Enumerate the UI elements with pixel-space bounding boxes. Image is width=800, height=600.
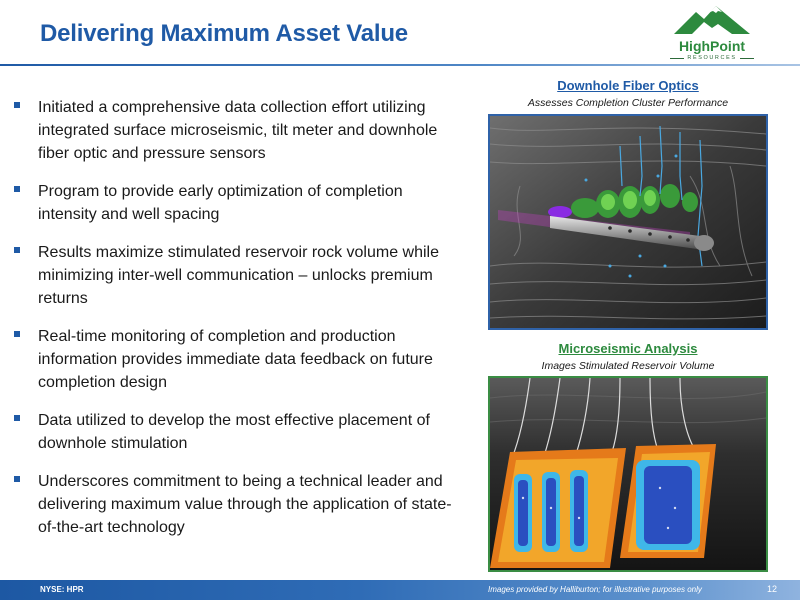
- bullet-text: Results maximize stimulated reservoir rock volume while minimizing inter-well communication – unlocks premium returns: [38, 244, 440, 307]
- bullet-square-icon: [14, 102, 20, 108]
- mountain-icon: [674, 6, 750, 34]
- fiber-optics-image: [488, 114, 768, 330]
- bullet-text: Data utilized to develop the most effective placement of downhole stimulation: [38, 412, 430, 452]
- bullet-item: [14, 96, 464, 165]
- image-credit: Images provided by Halliburton; for illustrative purposes only: [488, 585, 702, 594]
- bullet-item: [14, 409, 464, 455]
- bullet-text: Program to provide early optimization of completion intensity and well spacing: [38, 183, 403, 223]
- bullet-item: [14, 470, 464, 539]
- logo-rule-right: [740, 58, 754, 59]
- ticker-symbol: NYSE: HPR: [40, 585, 84, 594]
- bullet-text: Real-time monitoring of completion and production information provides immediate data feedback on future completion design: [38, 328, 433, 391]
- microseismic-image: [488, 376, 768, 572]
- bullet-item: [14, 241, 464, 310]
- microseismic-heading: Microseismic Analysis: [558, 341, 698, 356]
- fiber-optics-heading: Downhole Fiber Optics: [557, 78, 699, 93]
- fiber-optics-caption: Assesses Completion Cluster Performance: [527, 97, 729, 109]
- slide-title: Delivering Maximum Asset Value: [40, 20, 408, 47]
- bullet-item: [14, 180, 464, 226]
- page-number: 12: [766, 584, 777, 594]
- bullet-list: [14, 96, 464, 554]
- microseismic-caption: Images Stimulated Reservoir Volume: [541, 360, 715, 372]
- bullet-item: [14, 325, 464, 394]
- footer-bar: [0, 580, 800, 600]
- bullet-square-icon: [14, 415, 20, 421]
- logo-wordmark: HighPoint: [678, 38, 746, 54]
- bullet-square-icon: [14, 247, 20, 253]
- bullet-square-icon: [14, 331, 20, 337]
- logo-tagline: RESOURCES: [687, 55, 737, 61]
- bullet-square-icon: [14, 476, 20, 482]
- bullet-square-icon: [14, 186, 20, 192]
- bullet-text: Underscores commitment to being a technical leader and delivering maximum value through the application of state-of-the-art technology: [38, 473, 452, 536]
- company-logo: [664, 6, 760, 66]
- bullet-text: Initiated a comprehensive data collection effort utilizing integrated surface microseismic, tilt meter and downhole fiber optic and pressure sensors: [38, 99, 438, 162]
